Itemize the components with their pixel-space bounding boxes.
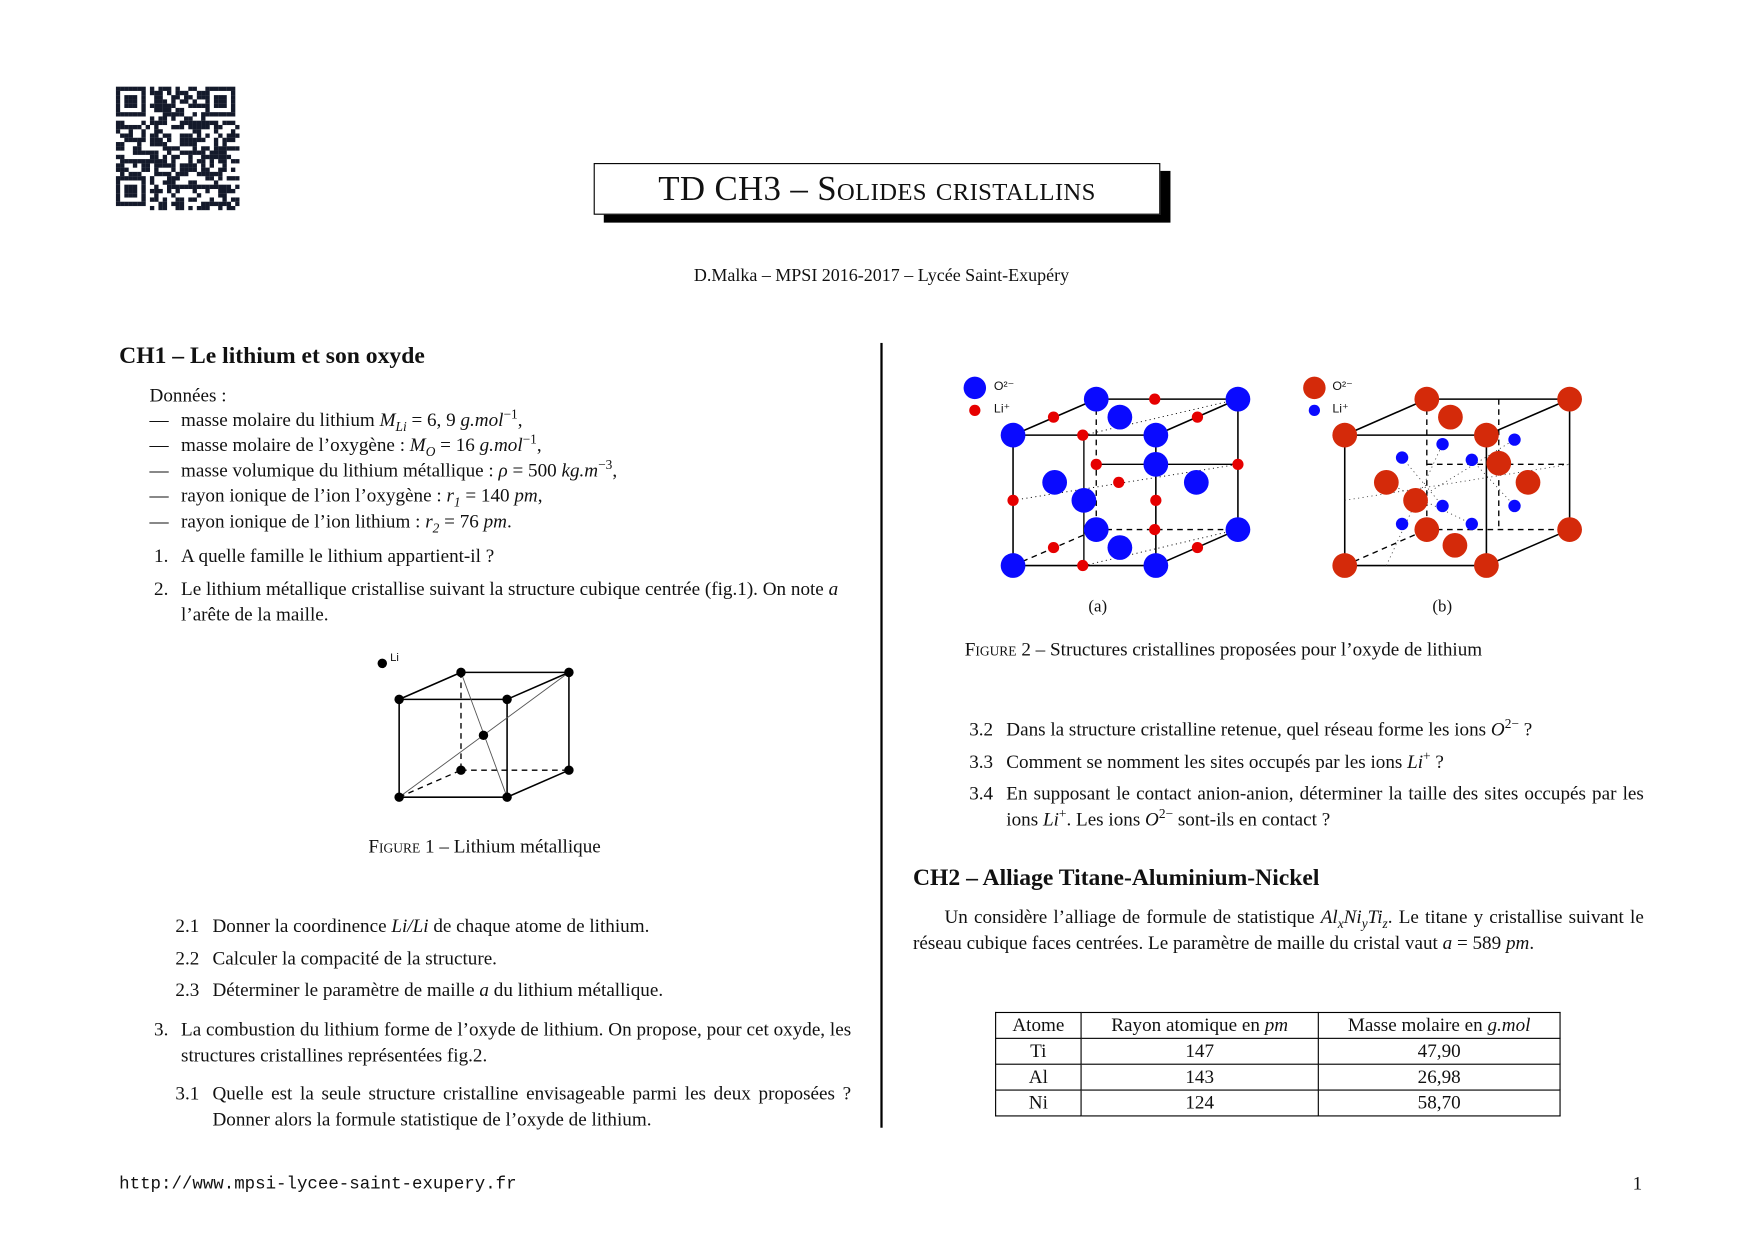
table-row (996, 1064, 1560, 1090)
subquestion-text (1006, 717, 1644, 742)
text-segment: pm (483, 510, 507, 532)
table-cell: 26,98 (1318, 1064, 1560, 1090)
text-segment: Comment se nomment les sites occupés par les ions (1006, 750, 1408, 772)
text-segment: 2− (1158, 805, 1174, 821)
text-segment: = 16 (435, 434, 480, 456)
text-segment: , (537, 484, 543, 507)
oxide-ion (1414, 517, 1439, 542)
text-segment: . Les ions (1066, 808, 1146, 830)
subquestion-number: 2.2 (175, 947, 200, 969)
li-ion (1508, 500, 1520, 512)
text-segment: kg.m (561, 459, 599, 481)
list-dash: — (149, 510, 169, 532)
table-cell: Ni (996, 1090, 1081, 1116)
text-segment: Figure 2 (964, 638, 1031, 660)
text-segment: M (379, 409, 396, 431)
li-ion (1396, 518, 1408, 530)
text-segment: ρ (498, 459, 508, 481)
ch2-paragraph (912, 905, 1649, 956)
oxide-ion (1332, 553, 1357, 578)
list-dash: — (149, 484, 169, 507)
lithium-atom (378, 659, 387, 668)
text-segment: – Structures cristallines proposées pour l’oxyde de lithium (1030, 638, 1483, 660)
oxide-ion (1474, 423, 1499, 448)
text-segment: pm (1264, 1014, 1289, 1036)
table-header-cell (1318, 1012, 1560, 1038)
title-main: TD CH3 – (658, 168, 818, 209)
legend-li-icon (1309, 405, 1320, 416)
text-segment: ? (1518, 718, 1533, 740)
legend-li-label-a: Li⁺ (993, 402, 1011, 417)
section-heading-ch2: CH2 – Alliage Titane-Aluminium-Nickel (912, 863, 1320, 891)
lithium-atom (564, 765, 573, 774)
oxide-ion (1414, 387, 1439, 412)
question-number: 1. (154, 545, 169, 567)
table-header-cell (996, 1012, 1081, 1038)
oxide-ion (1443, 533, 1468, 558)
li-ion (1150, 495, 1161, 506)
oxide-ion (1143, 553, 1168, 578)
text-segment: rayon ionique de l’ion l’oxygène : (181, 484, 447, 507)
subquestion-text (1006, 749, 1644, 774)
text-segment: Le lithium métallique cristallise suivant la structure cubique centrée (fig.1). On note (181, 577, 829, 600)
figure-2b-label: (b) (1432, 598, 1453, 617)
oxide-ion (1084, 387, 1109, 412)
subquestion-text (213, 978, 664, 1003)
text-segment: , (536, 434, 542, 456)
text-segment: . Le titane y cristallise suivant le réseau cubique faces centrées. Le paramètre de maille du cristal vaut (912, 906, 1649, 953)
figure-2a-label: (a) (1088, 598, 1108, 617)
page-number: 1 (1632, 1172, 1643, 1195)
text-segment: + (1423, 747, 1431, 764)
oxide-ion (1143, 423, 1168, 448)
text-segment: y (1361, 915, 1368, 932)
text-segment: Quelle est la seule structure cristalline envisageable parmi les deux proposées ? Donner alors la formule statistique de l’oxyde de lithium. (212, 1082, 856, 1130)
li-ion (1396, 451, 1408, 463)
subquestion-number: 3.2 (969, 718, 994, 740)
table-header-cell (1081, 1012, 1318, 1038)
oxide-ion (1107, 405, 1132, 430)
oxide-ion (1226, 387, 1251, 412)
table-cell: 147 (1081, 1038, 1318, 1064)
subquestion-number: 2.1 (175, 915, 200, 937)
figure-1-legend-label: Li (390, 652, 399, 665)
text-segment: En supposant le contact anion-anion, déterminer la taille des sites occupés par les ions (1006, 782, 1649, 830)
lithium-atom (479, 731, 488, 740)
legend-o-label-b: O²⁻ (1332, 380, 1353, 394)
text-segment: Donner la coordinence (212, 915, 392, 937)
oxide-ion (1042, 470, 1067, 495)
li-ion (1436, 500, 1448, 512)
text-segment: l’arête de la maille. (181, 577, 843, 625)
question-number: 3.1 (175, 1082, 200, 1105)
subquestion-text (213, 914, 650, 939)
text-segment: Li (1042, 808, 1059, 830)
text-segment: g.mol (479, 434, 523, 456)
title-smallcaps: Solides cristallins (817, 168, 1096, 209)
lithium-atom (502, 695, 511, 704)
text-segment: Masse molaire en (1347, 1014, 1488, 1036)
donnee-item (181, 509, 512, 534)
text-segment: . (1529, 931, 1535, 953)
lithium-atom (564, 668, 573, 677)
li-ion (1077, 560, 1088, 571)
text-segment: r (446, 484, 454, 507)
text-segment: M (409, 434, 426, 456)
oxide-ion (1001, 423, 1026, 448)
text-segment: Li (395, 418, 407, 435)
oxide-ion (1001, 553, 1026, 578)
subquestion-text (1006, 782, 1649, 833)
text-segment: du lithium métallique. (488, 979, 664, 1001)
atom-data-table (995, 1012, 1561, 1117)
text-segment: . (506, 510, 512, 532)
text-segment: g.mol (460, 409, 504, 431)
li-ion (1508, 433, 1520, 445)
legend-li-icon (969, 405, 980, 416)
table-row (996, 1090, 1560, 1116)
donnee-item (181, 408, 522, 433)
text-segment: r (425, 510, 433, 532)
oxide-ion (1143, 452, 1168, 477)
oxide-ion (1516, 470, 1541, 495)
legend-oxide-icon (1303, 377, 1325, 399)
li-ion (1048, 542, 1059, 553)
text-segment: O (1145, 808, 1159, 830)
table-cell: Al (996, 1064, 1081, 1090)
edge-line (507, 770, 569, 797)
oxide-ion (1438, 405, 1463, 430)
text-segment: , (612, 459, 618, 481)
text-segment: Li (1407, 750, 1424, 772)
text-segment: = 140 (460, 484, 515, 507)
oxide-ion (1184, 470, 1209, 495)
donnee-item (181, 484, 542, 509)
edge-line (1345, 399, 1427, 435)
li-ion (1007, 495, 1018, 506)
oxide-ion (1226, 517, 1251, 542)
lithium-atom (456, 765, 465, 774)
text-segment: −3 (598, 456, 613, 473)
text-segment: Atome (1012, 1014, 1065, 1036)
oxide-ion (1374, 470, 1399, 495)
section-heading-ch1: CH1 – Le lithium et son oxyde (119, 341, 425, 369)
edge-line (1486, 530, 1569, 566)
li-ion (1466, 454, 1478, 466)
text-segment: g.mol (1487, 1014, 1531, 1036)
text-segment: pm (514, 484, 538, 507)
text-segment: 1 (453, 494, 461, 510)
li-ion (1192, 542, 1203, 553)
lithium-atom (502, 792, 511, 801)
text-segment: – Lithium métallique (434, 835, 601, 857)
text-segment: = 589 (1452, 931, 1506, 953)
table-cell: 58,70 (1318, 1090, 1560, 1116)
text-segment: a (828, 577, 839, 600)
oxide-ion (1557, 517, 1582, 542)
li-ion (1149, 524, 1160, 535)
text-segment: Rayon atomique en (1111, 1014, 1265, 1036)
question-number: 3. (154, 1018, 169, 1041)
legend-oxide-icon (964, 377, 986, 399)
table-cell: 47,90 (1318, 1038, 1560, 1064)
text-segment: La combustion du lithium forme de l’oxyde de lithium. On propose, pour cet oxyde, les structures cristallines représentées fig.2. (181, 1018, 856, 1066)
table-header-row (996, 1012, 1560, 1038)
text-segment: Calculer la compacité de la structure. (212, 947, 497, 969)
text-segment: rayon ionique de l’ion lithium : (181, 510, 426, 532)
text-segment: Déterminer le paramètre de maille (212, 979, 480, 1001)
text-segment: a (479, 979, 489, 1001)
text-segment: Figure 1 (368, 835, 435, 857)
text-segment: + (1058, 805, 1067, 821)
list-dash: — (149, 459, 169, 481)
text-segment: Ni (1343, 906, 1362, 928)
text-segment: a (1442, 931, 1453, 953)
text-segment: = 6, 9 (406, 409, 461, 431)
li-ion (1113, 477, 1124, 488)
li-ion (1466, 518, 1478, 530)
li-ion (1192, 412, 1203, 423)
figure-2-caption (965, 638, 1482, 663)
list-dash: — (149, 434, 169, 456)
oxide-ion (1474, 553, 1499, 578)
lithium-atom (394, 792, 403, 801)
text-segment: ? (1430, 750, 1444, 772)
table-row (996, 1038, 1560, 1064)
list-dash: — (149, 409, 169, 431)
oxide-ion (1332, 423, 1357, 448)
li-ion (1048, 412, 1059, 423)
text-segment: de chaque atome de lithium. (428, 915, 650, 937)
legend-o-label-a: O²⁻ (993, 380, 1015, 394)
oxide-ion (1403, 488, 1428, 513)
li-ion (1436, 438, 1448, 450)
text-segment: O (425, 443, 436, 460)
table-cell: 124 (1081, 1090, 1318, 1116)
table-cell: Ti (996, 1038, 1081, 1064)
text-segment: z (1382, 915, 1388, 932)
text-segment: sont-ils en contact ? (1173, 808, 1331, 830)
oxide-ion (1557, 387, 1582, 412)
text-segment: 2 (432, 519, 440, 536)
subquestion-number: 3.3 (969, 750, 994, 772)
text-segment: Ti (1367, 906, 1383, 928)
li-ion (1149, 394, 1160, 405)
text-segment: masse molaire de l’oxygène : (181, 434, 410, 456)
li-ion (1232, 459, 1243, 470)
legend-li-label-b: Li⁺ (1332, 402, 1349, 417)
text-segment: A quelle famille le lithium appartient-il ? (181, 545, 495, 567)
li-ion (1077, 430, 1088, 441)
text-segment: Dans la structure cristalline retenue, quel réseau forme les ions (1006, 718, 1491, 740)
subquestion-text (213, 946, 497, 971)
subquestion-number: 2.3 (175, 979, 200, 1001)
text-segment: = 500 (507, 459, 562, 481)
text-segment: Li/Li (391, 915, 429, 937)
oxide-ion (1072, 488, 1097, 513)
text-segment: −1 (503, 406, 518, 423)
text-segment: masse molaire du lithium (181, 409, 380, 431)
oxide-ion (1084, 517, 1109, 542)
edge-line (399, 672, 461, 699)
edge-line (1345, 530, 1427, 566)
li-ion (1091, 459, 1102, 470)
text-segment: x (1337, 915, 1344, 932)
donnees-label: Données : (149, 384, 227, 406)
text-segment: = 76 (439, 510, 484, 532)
text-segment: O (1490, 718, 1505, 740)
table-cell: 143 (1081, 1064, 1318, 1090)
author-line: D.Malka – MPSI 2016-2017 – Lycée Saint-Exupéry (693, 266, 1070, 286)
text-segment: , (517, 409, 523, 431)
footer-url[interactable]: http://www.mpsi-lycee-saint-exupery.fr (119, 1173, 517, 1195)
oxide-ion (1486, 451, 1511, 476)
text-segment: −1 (522, 431, 537, 448)
text-segment: Al (1320, 906, 1338, 928)
lithium-atom (394, 695, 403, 704)
text-segment: Un considère l’alliage de formule de statistique (944, 906, 1321, 928)
oxide-ion (1107, 535, 1132, 560)
text-segment: masse volumique du lithium métallique : (181, 459, 499, 481)
text-segment: pm (1505, 931, 1530, 953)
text-segment: 2− (1504, 715, 1519, 732)
donnee-item (181, 456, 618, 484)
lithium-atom (456, 668, 465, 677)
donnee-item (181, 433, 542, 458)
question-number: 2. (154, 577, 169, 600)
subquestion-number: 3.4 (969, 782, 994, 805)
